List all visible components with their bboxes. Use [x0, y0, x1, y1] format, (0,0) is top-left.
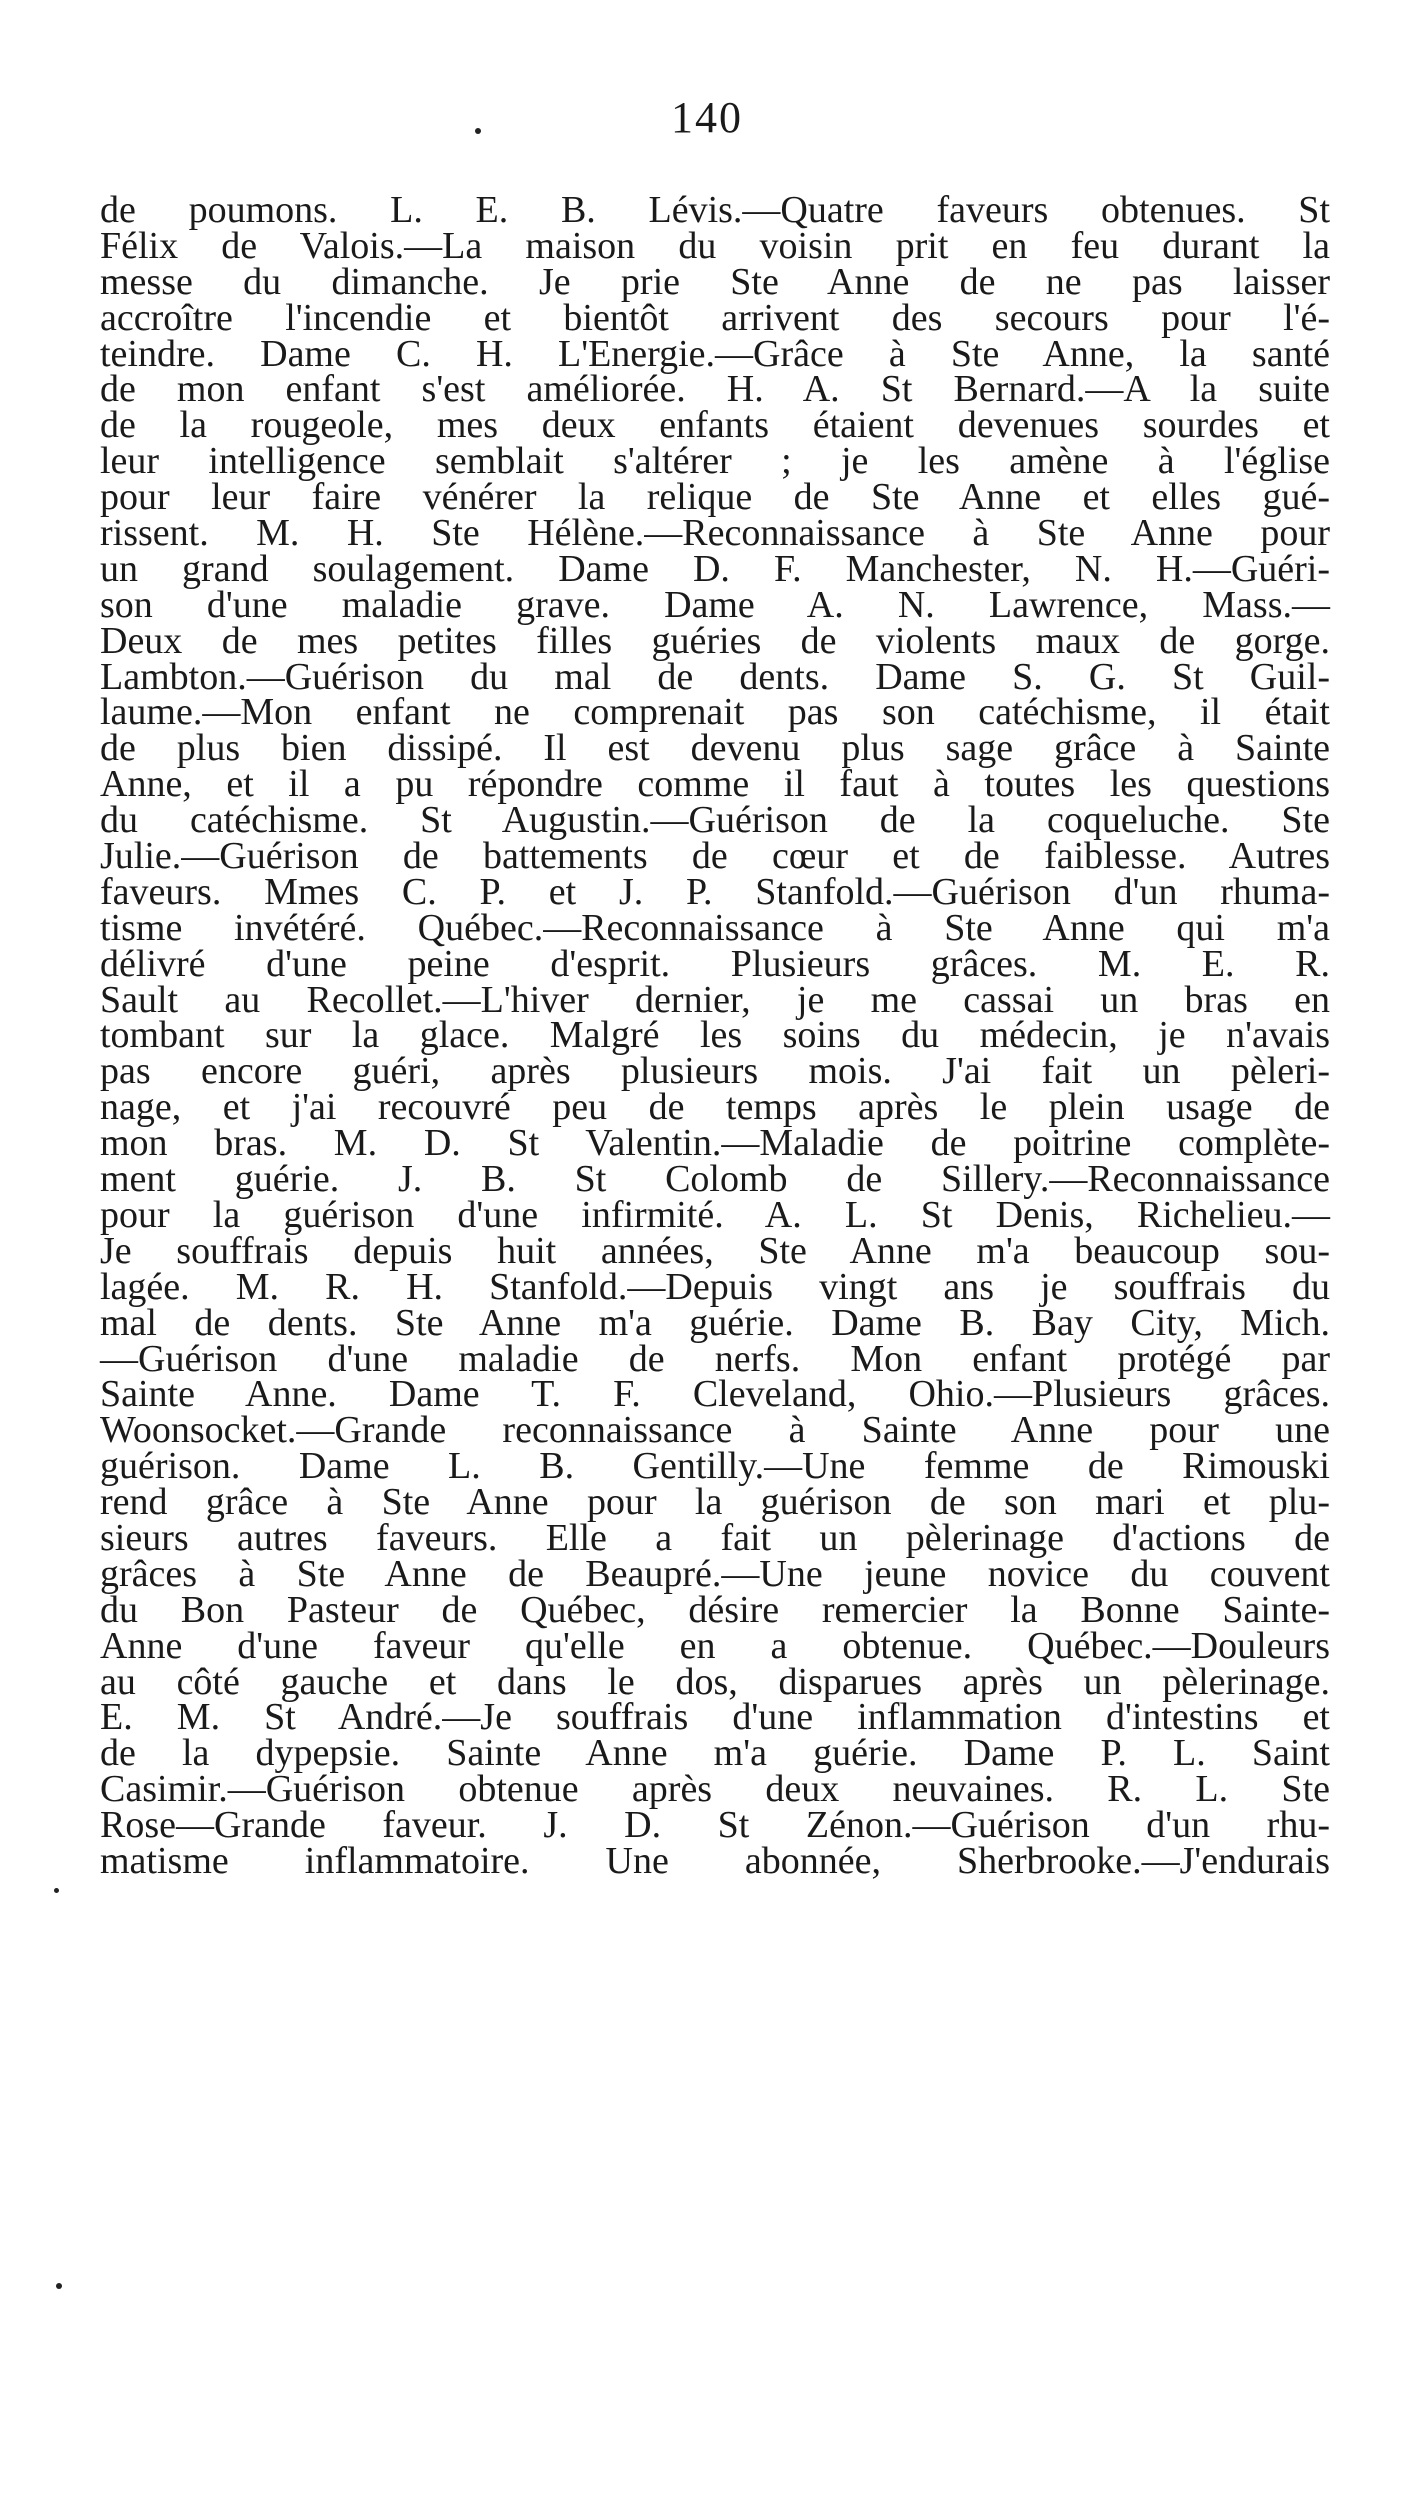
text-line: laume.—Mon enfant ne comprenait pas son catéchisme, il était [100, 691, 1330, 734]
stray-dot [56, 2283, 62, 2289]
text-line: rissent. M. H. Ste Hélène.—Reconnaissance à Ste Anne pour [100, 512, 1330, 555]
text-line: teindre. Dame C. H. L'Energie.—Grâce à Ste Anne, la santé [100, 332, 1330, 375]
text-line: Anne d'une faveur qu'elle en a obtenue. Québec.—Douleurs [100, 1624, 1330, 1667]
text-line: du Bon Pasteur de Québec, désire remercier la Bonne Sainte- [100, 1588, 1330, 1631]
text-line: tombant sur la glace. Malgré les soins du médecin, je n'avais [100, 1014, 1330, 1057]
text-line: lagée. M. R. H. Stanfold.—Depuis vingt ans je souffrais du [100, 1265, 1330, 1308]
text-line: matisme inflammatoire. Une abonnée, Sherbrooke.—J'endurais [100, 1839, 1330, 1882]
text-line: Rose—Grande faveur. J. D. St Zénon.—Guérison d'un rhu- [100, 1804, 1330, 1847]
text-line: leur intelligence semblait s'altérer ; je les amène à l'église [100, 440, 1330, 483]
text-line: Je souffrais depuis huit années, Ste Anne m'a beaucoup sou- [100, 1229, 1330, 1272]
body-text [100, 189, 1330, 1882]
text-line: pas encore guéri, après plusieurs mois. J'ai fait un pèleri- [100, 1050, 1330, 1093]
text-line: tisme invétéré. Québec.—Reconnaissance à Ste Anne qui m'a [100, 906, 1330, 949]
text-line: Julie.—Guérison de battements de cœur et de faiblesse. Autres [100, 835, 1330, 878]
text-line: de plus bien dissipé. Il est devenu plus sage grâce à Sainte [100, 727, 1330, 770]
text-line: de la rougeole, mes deux enfants étaient devenues sourdes et [100, 404, 1330, 447]
text-line: rend grâce à Ste Anne pour la guérison de son mari et plu- [100, 1481, 1330, 1524]
text-line: Anne, et il a pu répondre comme il faut à toutes les questions [100, 763, 1330, 806]
text-line: mal de dents. Ste Anne m'a guérie. Dame B. Bay City, Mich. [100, 1301, 1330, 1344]
text-line: pour leur faire vénérer la relique de Ste Anne et elles gué- [100, 476, 1330, 519]
text-line: Sainte Anne. Dame T. F. Cleveland, Ohio.—Plusieurs grâces. [100, 1373, 1330, 1416]
text-line: Lambton.—Guérison du mal de dents. Dame S. G. St Guil- [100, 655, 1330, 698]
text-line: —Guérison d'une maladie de nerfs. Mon enfant protégé par [100, 1337, 1330, 1380]
text-line: nage, et j'ai recouvré peu de temps après le plein usage de [100, 1086, 1330, 1129]
text-line: Deux de mes petites filles guéries de violents maux de gorge. [100, 619, 1330, 662]
text-line: guérison. Dame L. B. Gentilly.—Une femme de Rimouski [100, 1445, 1330, 1488]
text-line: du catéchisme. St Augustin.—Guérison de la coqueluche. Ste [100, 799, 1330, 842]
text-line: de poumons. L. E. B. Lévis.—Quatre faveurs obtenues. St [100, 189, 1330, 231]
text-line: sieurs autres faveurs. Elle a fait un pèlerinage d'actions de [100, 1516, 1330, 1559]
text-line: de mon enfant s'est améliorée. H. A. St Bernard.—A la suite [100, 368, 1330, 411]
text-line: ment guérie. J. B. St Colomb de Sillery.—Reconnaissance [100, 1158, 1330, 1201]
text-line: son d'une maladie grave. Dame A. N. Lawrence, Mass.— [100, 583, 1330, 626]
stray-dot [475, 128, 481, 134]
text-line: grâces à Ste Anne de Beaupré.—Une jeune novice du couvent [100, 1552, 1330, 1595]
text-line: accroître l'incendie et bientôt arrivent des secours pour l'é- [100, 296, 1330, 339]
text-line: au côté gauche et dans le dos, disparues après un pèlerinage. [100, 1660, 1330, 1703]
page-number: 140 [671, 93, 743, 142]
text-line: Sault au Recollet.—L'hiver dernier, je me cassai un bras en [100, 978, 1330, 1021]
text-line: faveurs. Mmes C. P. et J. P. Stanfold.—Guérison d'un rhuma- [100, 870, 1330, 913]
stray-dot [54, 1888, 59, 1893]
text-line: messe du dimanche. Je prie Ste Anne de ne pas laisser [100, 260, 1330, 303]
text-line: E. M. St André.—Je souffrais d'une inflammation d'intestins et [100, 1696, 1330, 1739]
text-line: délivré d'une peine d'esprit. Plusieurs grâces. M. E. R. [100, 942, 1330, 985]
text-line: mon bras. M. D. St Valentin.—Maladie de poitrine complète- [100, 1122, 1330, 1165]
text-line: Casimir.—Guérison obtenue après deux neuvaines. R. L. Ste [100, 1768, 1330, 1811]
text-line: pour la guérison d'une infirmité. A. L. St Denis, Richelieu.— [100, 1193, 1330, 1236]
text-line: Woonsocket.—Grande reconnaissance à Sainte Anne pour une [100, 1409, 1330, 1452]
text-line: un grand soulagement. Dame D. F. Manchester, N. H.—Guéri- [100, 547, 1330, 590]
text-line: Félix de Valois.—La maison du voisin prit en feu durant la [100, 224, 1330, 267]
text-line: de la dypepsie. Sainte Anne m'a guérie. Dame P. L. Saint [100, 1732, 1330, 1775]
